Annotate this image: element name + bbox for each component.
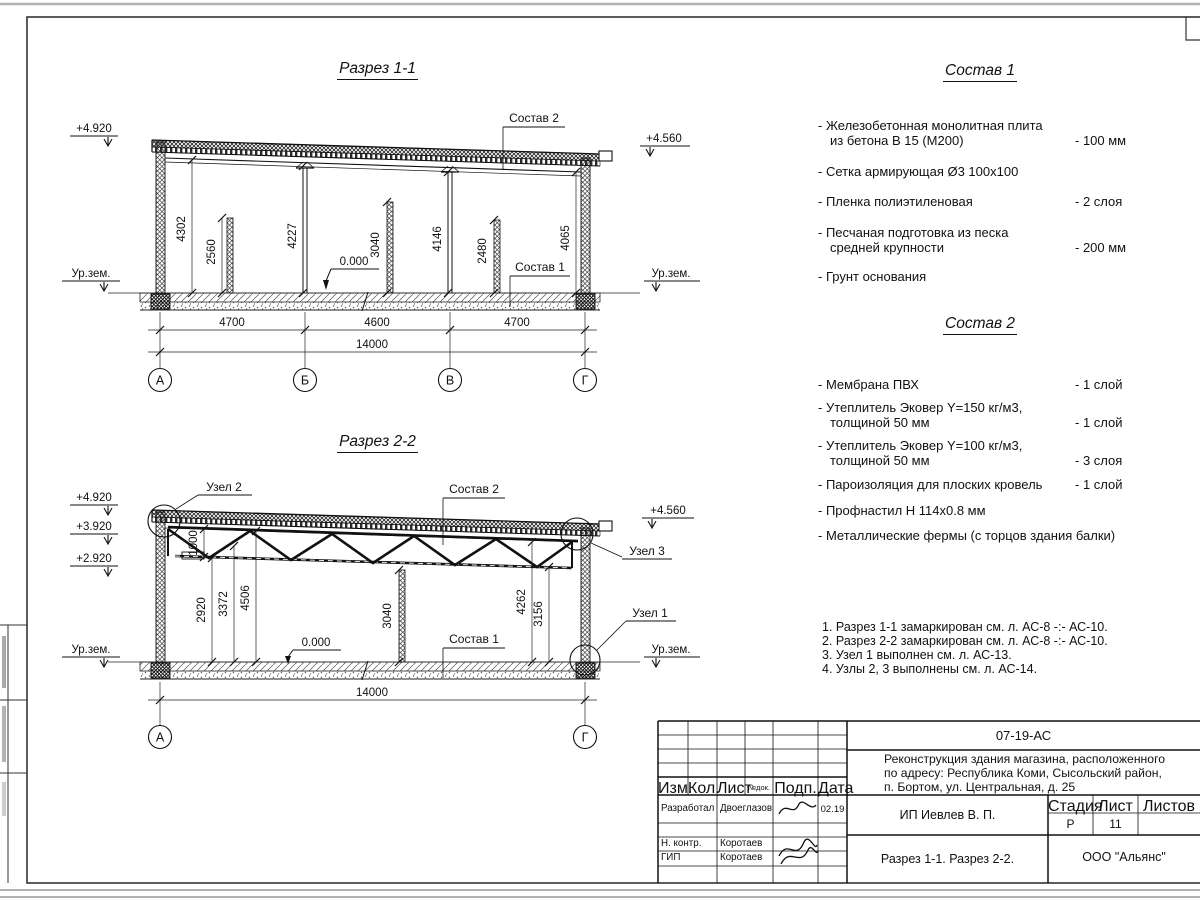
sostav2-item2-line1: - Утеплитель Эковер Y=150 кг/м3, [818,400,1023,415]
note-2: 2. Разрез 2-2 замаркирован см. л. АС-8 -:- АС-10. [822,634,1108,648]
tb-sheet-label: Лист [1098,798,1133,815]
sostav2-item4: - Пароизоляция для плоских кровель [818,477,1043,492]
tb-project-line2: по адресу: Республика Коми, Сысольский район, [884,766,1162,780]
dim-14000-s2: 14000 [356,687,388,699]
tb-stage-value: Р [1066,817,1075,831]
tb-name-korotaev2: Коротаев [720,852,763,863]
section-2-2-drawing [62,480,700,749]
tb-project-line1: Реконструкция здания магазина, расположенного [884,752,1166,766]
sostav1-title: Состав 1 [943,62,1017,82]
ground-left-s2: Ур.зем. [71,644,111,656]
ground-right-s2: Ур.зем. [651,644,691,656]
section-1-1-title-wrap [295,60,460,80]
sostav1-item3: - Пленка полиэтиленовая [818,194,973,209]
sostav1-item1-line1: - Железобетонная монолитная плита [818,118,1043,133]
sostav1-item4-value: - 200 мм [1075,240,1127,255]
label-sostav1-s2: Состав 1 [449,632,499,646]
tb-doc-title: Разрез 1-1. Разрез 2-2. [880,852,1015,866]
sostav1-item4-line1: - Песчаная подготовка из песка [818,225,1009,240]
sostav2-item6: - Металлические фермы (с торцов здания балки) [818,528,1116,543]
tb-date: 02.19 [820,804,845,815]
tb-col-ndok: №док. [748,783,770,792]
axis-g-s2: Г [581,730,589,745]
tb-col-izm: Изм. [658,780,693,797]
dim-3040-2: 3040 [382,603,394,629]
dim-2480: 2480 [477,238,489,264]
tb-name-korotaev1: Коротаев [720,838,763,849]
tb-role-gip: ГИП [661,852,681,863]
dim-4262: 4262 [516,589,528,615]
sostav1-item5: - Грунт основания [818,269,927,284]
signature-strokes [779,802,818,864]
tb-role-razrabotal: Разработал [661,803,715,814]
sostav1-item1-line2: из бетона В 15 (М200) [830,133,964,148]
sostav2-item3-line1: - Утеплитель Эковер Y=100 кг/м3, [818,438,1023,453]
sostav2-item3-value: - 3 слоя [1075,453,1123,468]
tb-sheet-value: 11 [1109,817,1122,831]
note-4: 4. Узлы 2, 3 выполнены см. л. АС-14. [822,662,1038,676]
dim-3156: 3156 [533,601,545,627]
sostav2-title-wrap [915,315,1045,335]
tb-col-podp: Подп. [774,780,817,797]
sostav2-item4-value: - 1 слой [1075,477,1123,492]
dim-14000: 14000 [356,339,388,351]
axis-a: А [155,373,165,388]
note-3: 3. Узел 1 выполнен см. л. АС-13. [822,648,1012,662]
section-2-2-title-wrap [295,433,460,453]
note-1: 1. Разрез 1-1 замаркирован см. л. АС-8 -:- АС-10. [822,620,1108,634]
axis-b: Б [300,373,310,388]
dim-4302: 4302 [176,216,188,242]
dim-4700-b: 4700 [504,317,530,329]
dim-3372: 3372 [218,591,230,617]
ground-right: Ур.зем. [651,268,691,280]
tb-role-nkontr: Н. контр. [661,838,702,849]
dim-4506: 4506 [240,585,252,611]
tb-col-data: Дата [818,780,854,797]
tb-sheets-label: Листов [1143,798,1195,815]
sostav2-item3-line2: толщиной 50 мм [830,453,930,468]
section-1-1-title: Разрез 1-1 [337,60,418,80]
axis-a-s2: А [155,730,165,745]
sostav2-item2-value: - 1 слой [1075,415,1123,430]
sostav1-item3-value: - 2 слоя [1075,194,1123,209]
label-sostav2: Состав 2 [509,111,559,125]
tb-name-dvoeglazov: Двоеглазов [720,803,773,814]
label-sostav1: Состав 1 [515,260,565,274]
label-sostav2-s2: Состав 2 [449,482,499,496]
elev-4920: +4.920 [76,123,112,135]
axis-v: В [445,373,455,388]
tb-project-line3: п. Бортом, ул. Центральная, д. 25 [884,780,1076,794]
sostav1-title-wrap [915,62,1045,82]
sostav1-item1-value: - 100 мм [1075,133,1127,148]
sostav1-item4-line2: средней крупности [830,240,944,255]
tb-doc-code: 07-19-АС [995,728,1052,743]
label-uzel1: Узел 1 [632,606,668,620]
dim-4227: 4227 [287,223,299,249]
axis-g: Г [581,373,589,388]
zero-mark: 0.000 [339,256,369,268]
ground-left: Ур.зем. [71,268,111,280]
dim-4146: 4146 [432,226,444,252]
elev-2920-s2: +2.920 [76,553,112,565]
sostav2-title: Состав 2 [943,315,1017,335]
dim-4700-a: 4700 [219,317,245,329]
sostav2-item5: - Профнастил Н 114х0.8 мм [818,503,986,518]
zero-mark-s2: 0.000 [301,637,331,649]
section-1-1-drawing [62,111,700,392]
dim-4065: 4065 [560,225,572,251]
dim-2560: 2560 [206,239,218,265]
sostav1-item2: - Сетка армирующая Ø3 100х100 [818,164,1019,179]
dim-2920: 2920 [196,597,208,623]
label-uzel2: Узел 2 [206,480,242,494]
dim-4600: 4600 [364,317,390,329]
tb-stage-label: Стадия [1048,798,1103,815]
tb-col-kol: Кол. [688,780,720,797]
dim-3040: 3040 [370,232,382,258]
sostav2-item2-line2: толщиной 50 мм [830,415,930,430]
elev-4560-s2: +4.560 [650,505,686,517]
label-uzel3: Узел 3 [629,544,665,558]
tb-client: ИП Иевлев В. П. [899,808,996,822]
sostav2-item1: - Мембрана ПВХ [818,377,919,392]
section-2-2-title: Разрез 2-2 [337,433,418,453]
tb-company: ООО "Альянс" [1082,850,1166,864]
tb-col-list: Лист [717,780,752,797]
sostav2-item1-value: - 1 слой [1075,377,1123,392]
dim-1000: 1000 [188,530,200,556]
elev-4920-s2: +4.920 [76,492,112,504]
elev-3920-s2: +3.920 [76,521,112,533]
elev-4560: +4.560 [646,133,682,145]
